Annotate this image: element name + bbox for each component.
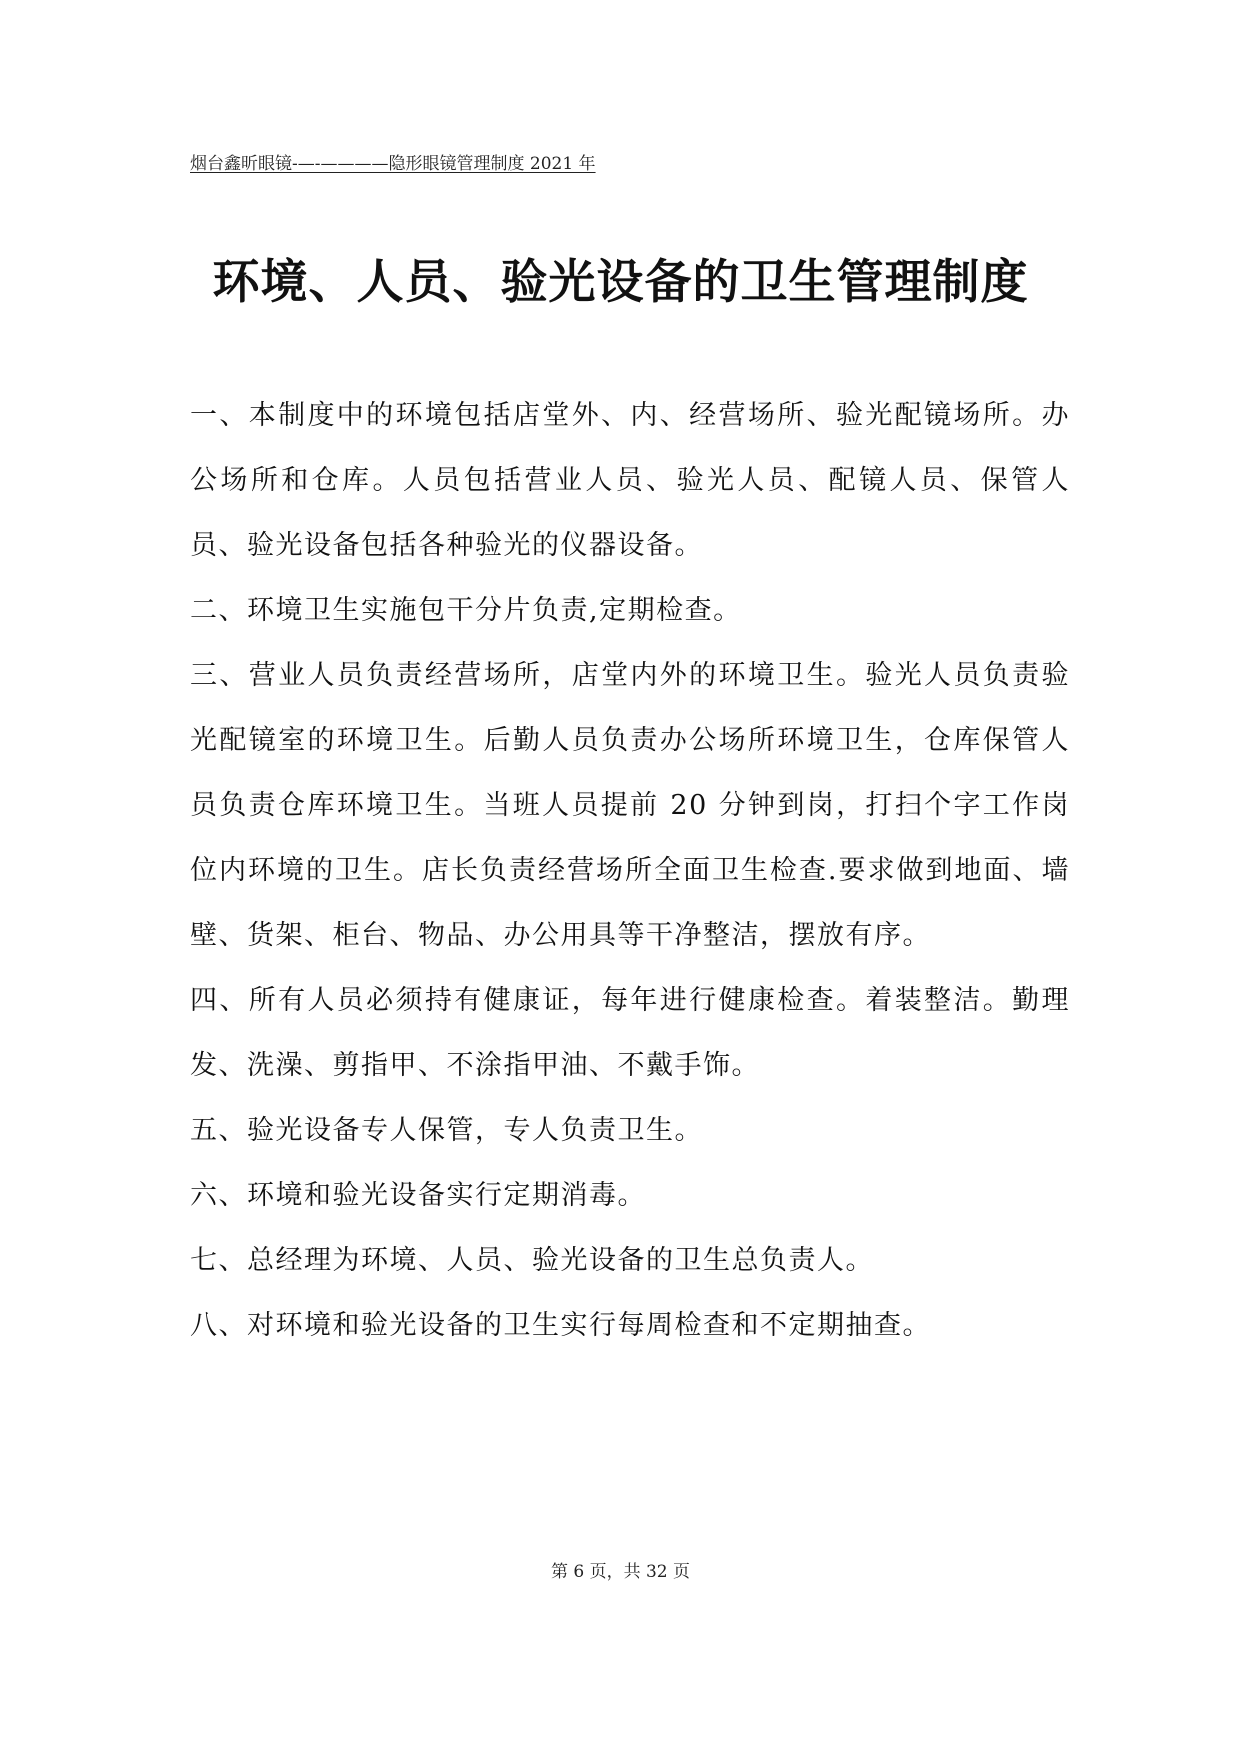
clause-4: 四、所有人员必须持有健康证，每年进行健康检查。着装整洁。勤理发、洗澡、剪指甲、不涂指甲油、不戴手饰。 — [190, 985, 1070, 1081]
page-header: 烟台鑫昕眼镜-—-————隐形眼镜管理制度 2021 年 — [190, 154, 596, 174]
clause-5: 五、验光设备专人保管，专人负责卫生。 — [190, 1115, 703, 1146]
clause-2: 二、环境卫生实施包干分片负责,定期检查。 — [190, 595, 742, 626]
clause-7: 七、总经理为环境、人员、验光设备的卫生总负责人。 — [190, 1245, 874, 1276]
clause-8: 八、对环境和验光设备的卫生实行每周检查和不定期抽查。 — [190, 1310, 931, 1341]
clause-6: 六、环境和验光设备实行定期消毒。 — [190, 1180, 646, 1211]
page-number: 第 6 页，共 32 页 — [550, 1562, 691, 1582]
clause-1: 一、本制度中的环境包括店堂外、内、经营场所、验光配镜场所。办公场所和仓库。人员包括营业人员、验光人员、配镜人员、保管人员、验光设备包括各种验光的仪器设备。 — [190, 400, 1070, 561]
document-title: 环境、人员、验光设备的卫生管理制度 — [212, 255, 1029, 310]
clause-3: 三、营业人员负责经营场所，店堂内外的环境卫生。验光人员负责验光配镜室的环境卫生。后勤人员负责办公场所环境卫生，仓库保管人员负责仓库环境卫生。当班人员提前 20 分钟到岗，打扫个字工作岗位内环境的卫生。店长负责经营场所全面卫生检查.要求做到地面、墙壁、货架、柜台、物品、办公用具等干净整洁，摆放有序。 — [190, 660, 1070, 951]
document-body — [190, 383, 1070, 1358]
